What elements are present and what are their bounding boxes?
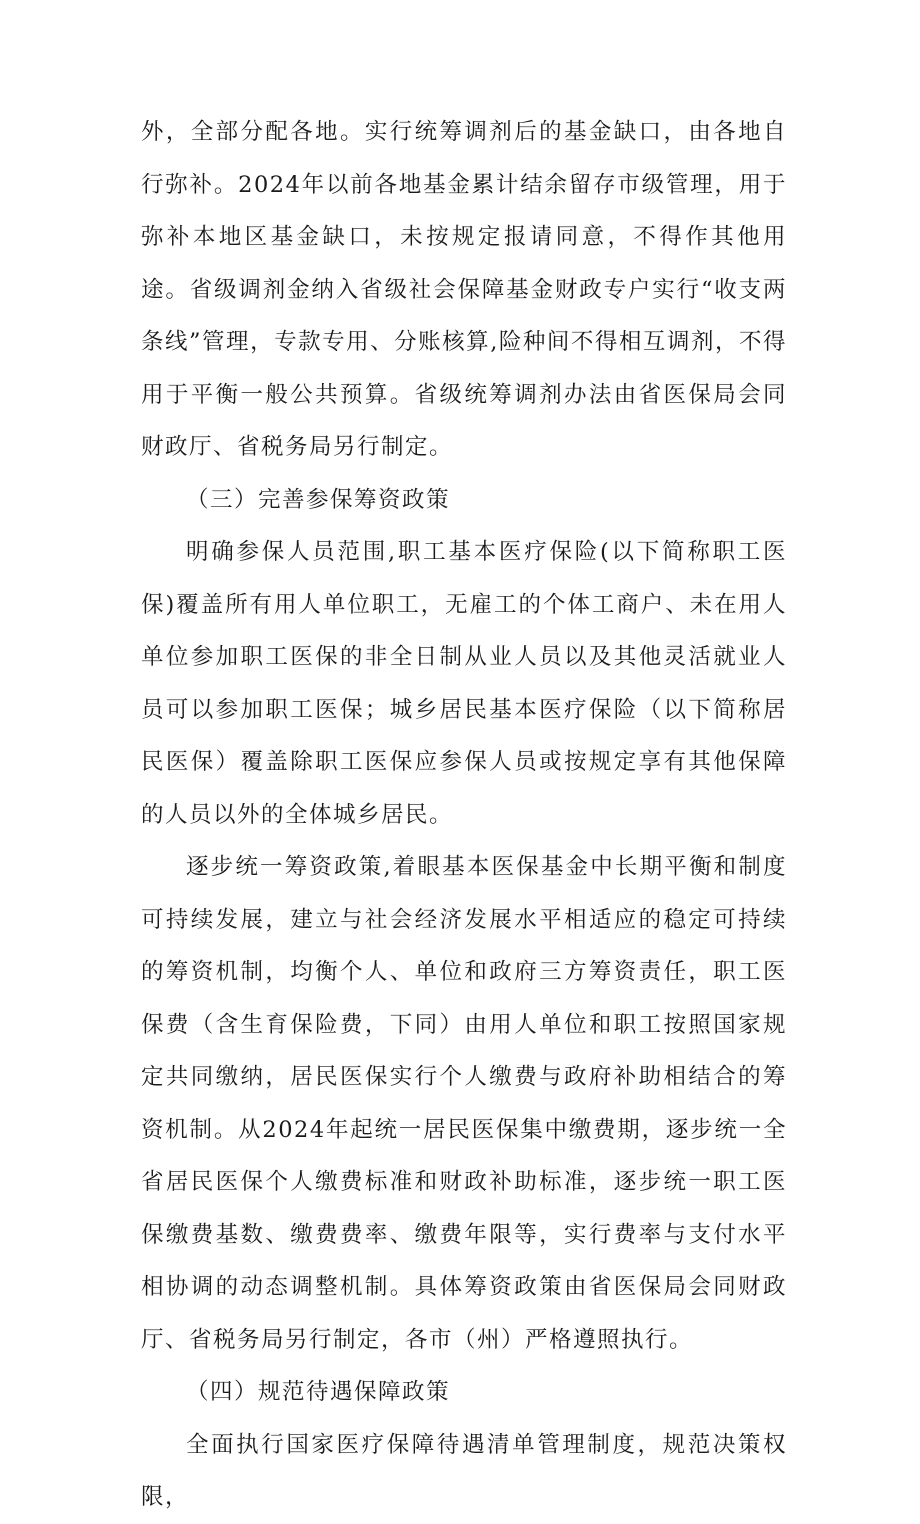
paragraph-benefit-policy: 全面执行国家医疗保障待遇清单管理制度，规范决策权限， <box>141 1431 787 1510</box>
document-body <box>141 106 787 1524</box>
section-heading-3: （三）完善参保筹资政策 <box>186 486 451 513</box>
paragraph-fund-allocation: 外，全部分配各地。实行统筹调剂后的基金缺口，由各地自行弥补。2024年以前各地基金累计结余留存市级管理，用于弥补本地区基金缺口，未按规定报请同意，不得作其他用途。省级调剂金纳入省级社会保障基金财政专户实行“收支两条线”管理，专款专用、分账核算,险种间不得相互调剂，不得用于平衡一般公共预算。省级统筹调剂办法由省医保局会同财政厅、省税务局另行制定。 <box>141 119 787 460</box>
paragraph-financing-policy: 逐步统一筹资政策,着眼基本医保基金中长期平衡和制度可持续发展，建立与社会经济发展水平相适应的稳定可持续的筹资机制，均衡个人、单位和政府三方筹资责任，职工医保费（含生育保险费，下同）由用人单位和职工按照国家规定共同缴纳，居民医保实行个人缴费与政府补助相结合的筹资机制。从2024年起统一居民医保集中缴费期，逐步统一全省居民医保个人缴费标准和财政补助标准，逐步统一职工医保缴费基数、缴费费率、缴费年限等，实行费率与支付水平相协调的动态调整机制。具体筹资政策由省医保局会同财政厅、省税务局另行制定，各市（州）严格遵照执行。 <box>141 854 787 1353</box>
paragraph-insured-scope: 明确参保人员范围,职工基本医疗保险(以下简称职工医保)覆盖所有用人单位职工，无雇工的个体工商户、未在用人单位参加职工医保的非全日制从业人员以及其他灵活就业人员可以参加职工医保；城乡居民基本医疗保险（以下简称居民医保）覆盖除职工医保应参保人员或按规定享有其他保障的人员以外的全体城乡居民。 <box>141 539 787 828</box>
section-heading-4: （四）规范待遇保障政策 <box>186 1379 451 1405</box>
